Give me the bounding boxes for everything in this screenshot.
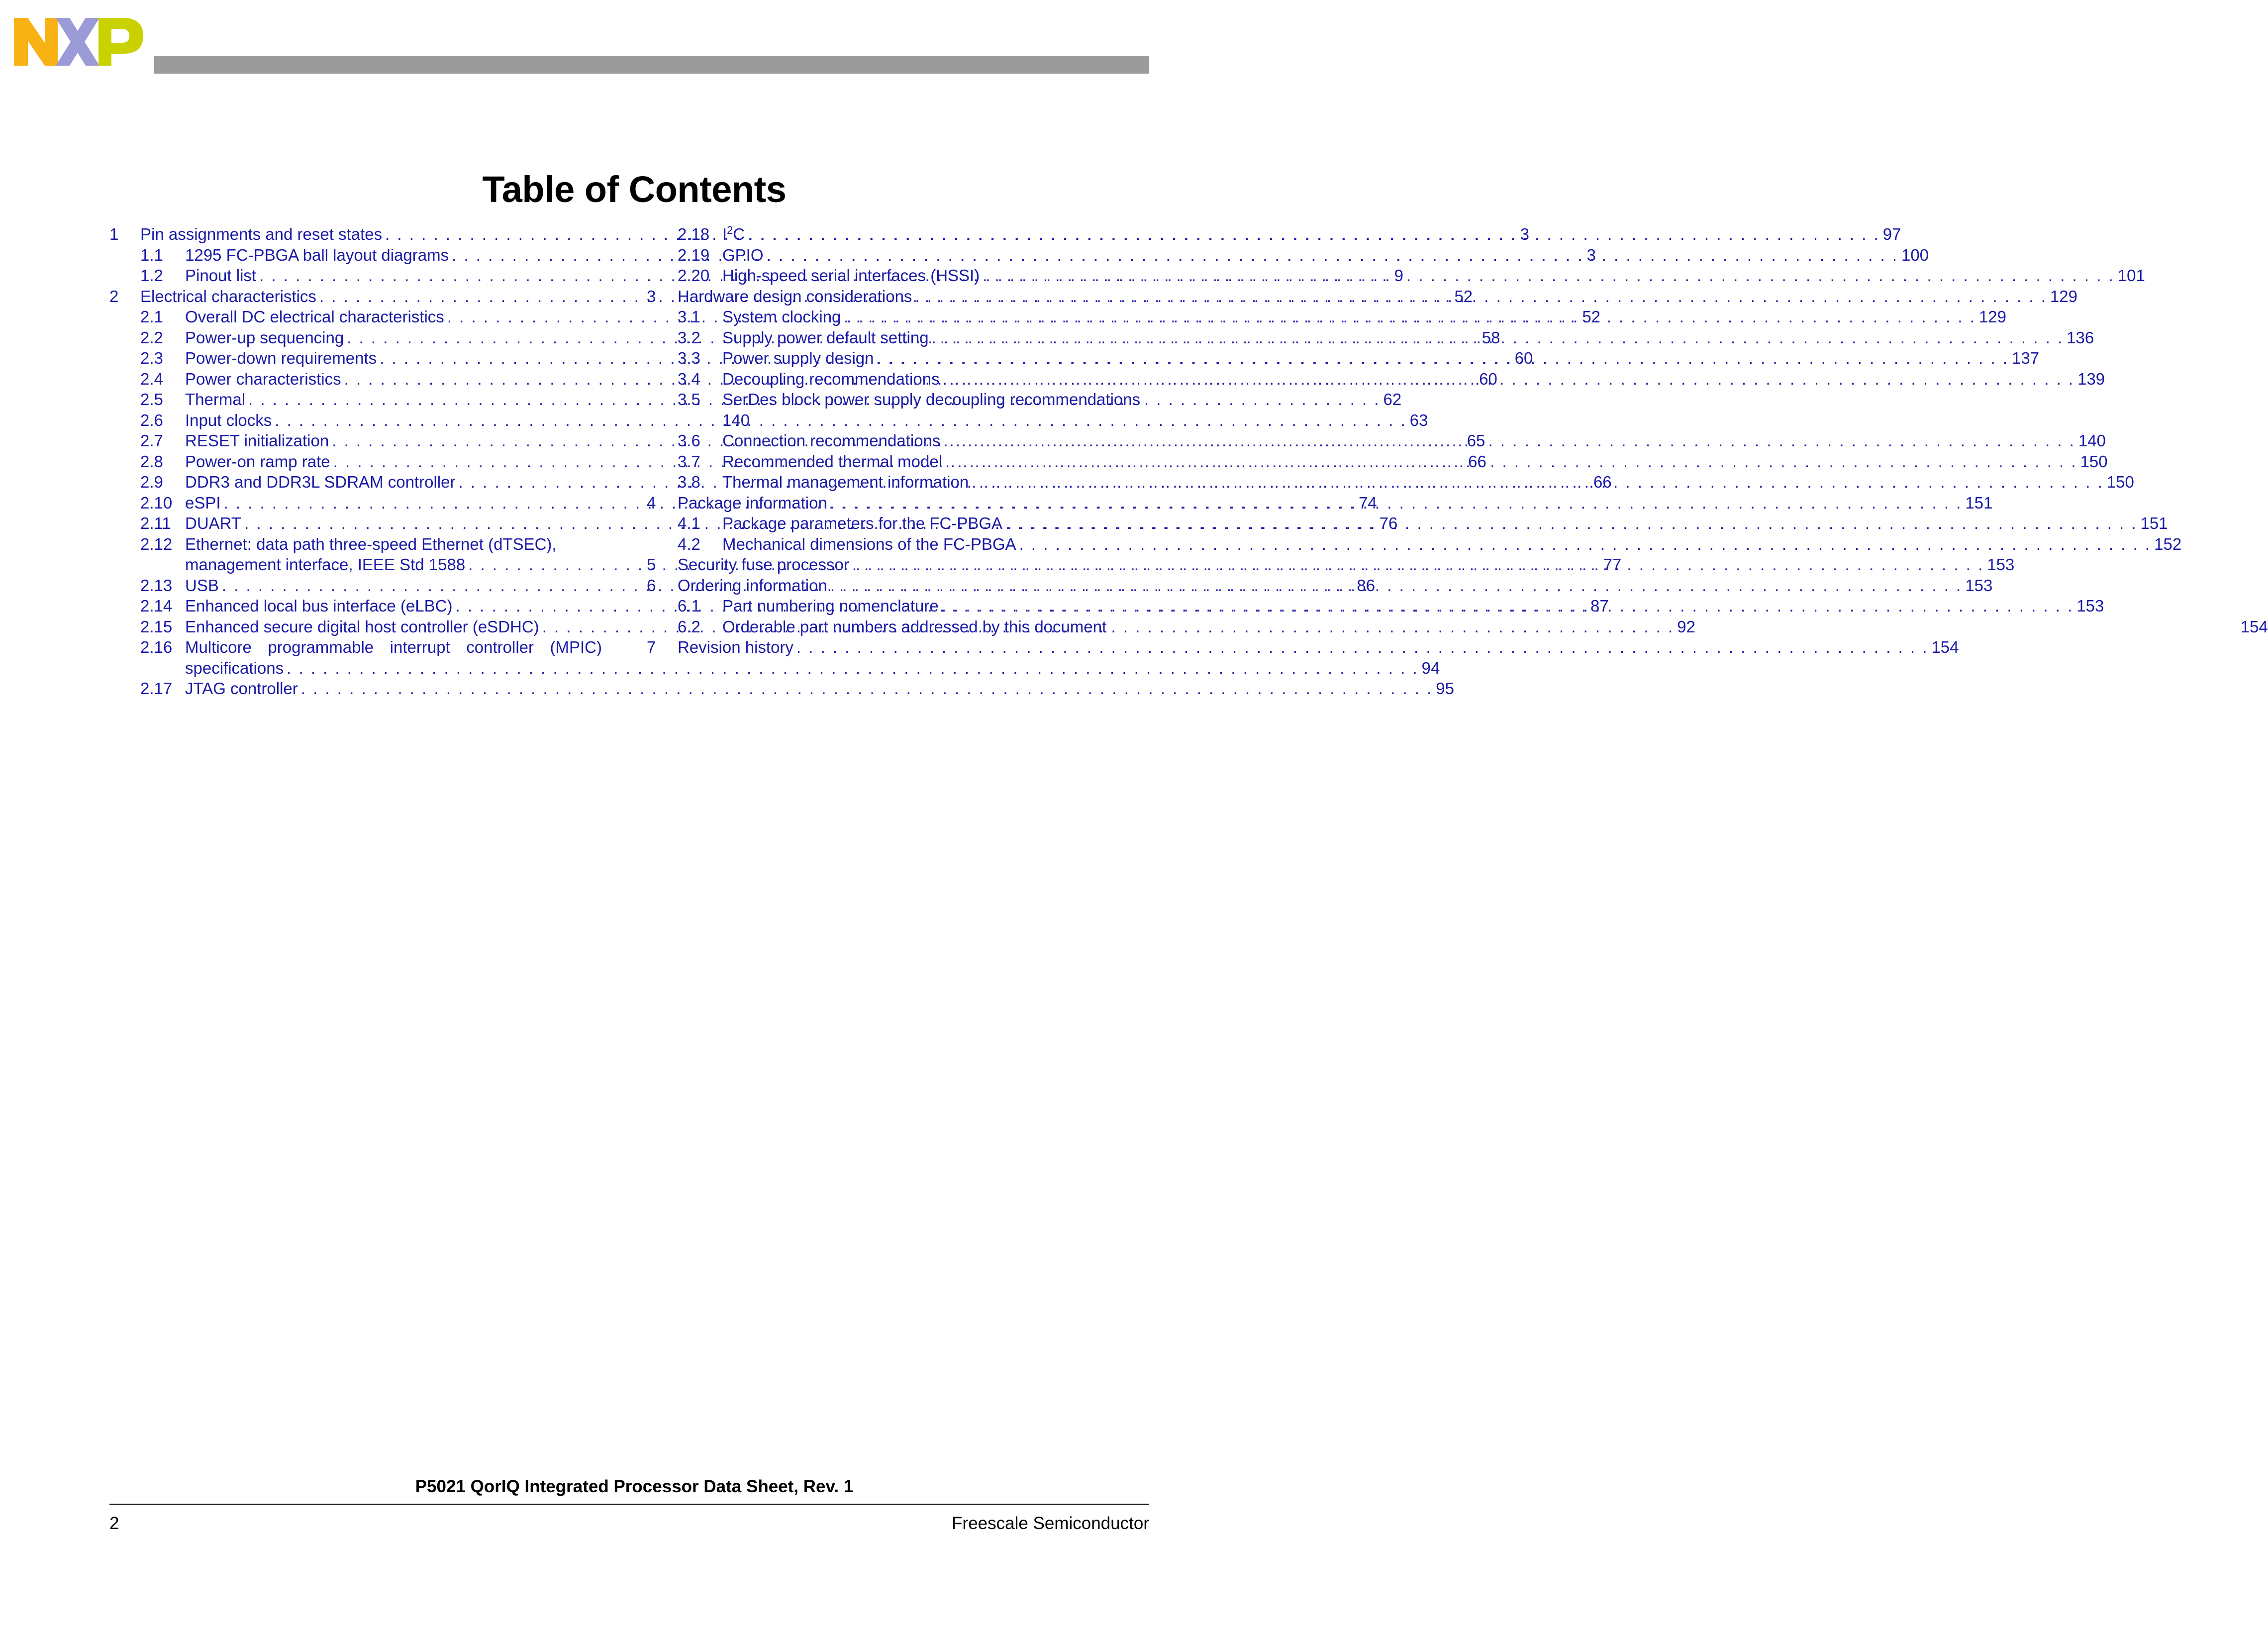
nxp-logo xyxy=(14,18,143,66)
toc-entry-title-continued[interactable]: specifications xyxy=(185,658,284,677)
toc-entry-page: 60 xyxy=(1514,349,1533,367)
toc-entry-number: 3.7 xyxy=(678,452,700,471)
toc-leader-dots xyxy=(287,658,1419,679)
toc-entry[interactable] xyxy=(647,389,1144,430)
toc-entry-page: 154 xyxy=(1931,638,1959,656)
toc-entry-number: 1.1 xyxy=(140,245,163,264)
toc-entry-number: 1 xyxy=(109,225,119,243)
toc-entry-title[interactable]: Decoupling recommendations xyxy=(722,369,940,388)
toc-entry[interactable] xyxy=(647,265,2145,286)
toc-entry-title[interactable]: Package parameters for the FC-PBGA xyxy=(722,514,1003,532)
toc-entry-title[interactable]: Part numbering nomenclature xyxy=(722,597,939,615)
toc-entry[interactable] xyxy=(647,534,2182,555)
toc-entry-page: 97 xyxy=(1882,225,1901,243)
toc-entry-title[interactable]: Revision history xyxy=(678,638,793,656)
toc-entry-page: 60 xyxy=(1479,369,1497,388)
toc-leader-dots xyxy=(852,554,1984,575)
toc-entry-number: 6.2 xyxy=(678,617,700,636)
toc-entry-title[interactable]: RESET initialization xyxy=(185,431,329,450)
toc-entry-title[interactable]: Package information xyxy=(678,493,827,512)
toc-leader-dots xyxy=(830,575,1963,596)
toc-entry-number: 2.19 xyxy=(678,245,710,264)
toc-entry-number: 2 xyxy=(109,287,119,306)
toc-entry-number: 7 xyxy=(647,638,656,656)
toc-entry-page: 94 xyxy=(1421,658,1440,677)
toc-entry-page: 153 xyxy=(2076,597,2104,615)
toc-entry-page: 153 xyxy=(1965,576,1993,595)
toc-entry-page: 66 xyxy=(1593,473,1612,491)
toc-entry-number: 2.17 xyxy=(140,679,173,698)
toc-entry-page: 139 xyxy=(2077,369,2105,388)
footer-page-number: 2 xyxy=(109,1514,119,1533)
toc-entry-title[interactable]: Pinout list xyxy=(185,266,257,285)
toc-entry-page: 9 xyxy=(1394,266,1403,285)
toc-entry-title[interactable] xyxy=(722,224,745,245)
toc-entry-page: 58 xyxy=(1481,328,1500,347)
toc-title-superscript: 2 xyxy=(727,224,733,236)
toc-entry-page: 95 xyxy=(1436,679,1455,698)
toc-entry-title[interactable]: USB xyxy=(185,576,219,595)
toc-entry-title[interactable]: Enhanced local bus interface (eLBC) xyxy=(185,597,453,615)
toc-title-part: C xyxy=(733,225,745,243)
toc-entry-title[interactable]: Enhanced secure digital host controller (eSDHC) xyxy=(185,617,539,636)
toc-entry-page: 66 xyxy=(1468,452,1486,471)
toc-entry-title[interactable]: System clocking xyxy=(722,308,841,326)
toc-title-part: I xyxy=(722,225,727,243)
toc-entry-number: 2.7 xyxy=(140,431,163,450)
toc-entry-number: 2.13 xyxy=(140,576,173,595)
toc-entry-number: 2.9 xyxy=(140,473,163,491)
toc-entry-page: 62 xyxy=(1383,390,1402,409)
toc-leader-dots xyxy=(983,265,2115,286)
toc-entry-title[interactable]: Hardware design considerations xyxy=(678,287,912,306)
header-bar xyxy=(154,56,1149,74)
toc-entry-number: 3.4 xyxy=(678,369,700,388)
toc-entry-title[interactable]: Orderable part numbers addressed by this document xyxy=(722,617,1107,636)
toc-entry-number: 3.3 xyxy=(678,349,700,367)
toc-leader-dots xyxy=(844,307,1976,327)
toc-entry-page: 92 xyxy=(1677,617,1695,636)
toc-entry-page: 150 xyxy=(2080,452,2108,471)
toc-entry-title[interactable]: GPIO xyxy=(722,245,764,264)
toc-entry-number: 2.10 xyxy=(140,493,173,512)
toc-leader-dots xyxy=(932,327,2064,348)
toc-leader-dots xyxy=(915,286,2047,307)
toc-entry-page: 52 xyxy=(1582,308,1601,326)
toc-entry-page: 52 xyxy=(1454,287,1473,306)
toc-entry-title[interactable]: Thermal xyxy=(185,390,246,409)
toc-entry-page: 140 xyxy=(2078,431,2106,450)
toc-entry-page: 76 xyxy=(1379,514,1398,532)
toc-entry-number: 2.20 xyxy=(678,266,710,285)
toc-entry-page: 3 xyxy=(1586,245,1596,264)
toc-leader-dots xyxy=(945,451,2077,472)
toc-entry-number: 2.14 xyxy=(140,597,173,615)
toc-entry-title[interactable]: Thermal management information xyxy=(722,473,969,491)
toc-entry-number: 6.1 xyxy=(678,597,700,615)
toc-entry-page: 65 xyxy=(1467,431,1485,450)
toc-entry-page: 101 xyxy=(2117,266,2145,285)
toc-entry-page: 154 xyxy=(2240,617,2268,636)
toc-entry-title[interactable]: Multicore programmable interrupt controller (MPIC) xyxy=(185,638,602,656)
toc-entry-page: 86 xyxy=(1357,576,1376,595)
toc-entry[interactable] xyxy=(647,245,1929,266)
toc-entry-page: 100 xyxy=(1901,245,1929,264)
toc-entry-title[interactable]: Recommended thermal model xyxy=(722,452,943,471)
toc-entry-page: 87 xyxy=(1590,597,1609,615)
toc-entry-number: 4 xyxy=(647,493,656,512)
toc-entry-page: 151 xyxy=(1965,493,1993,512)
toc-entry-title[interactable]: 1295 FC-PBGA ball layout diagrams xyxy=(185,245,449,264)
toc-entry[interactable] xyxy=(109,678,1455,699)
toc-entry-title[interactable]: Ethernet: data path three-speed Ethernet (dTSEC), xyxy=(185,534,557,553)
toc-leader-dots xyxy=(301,678,1433,699)
toc-leader-dots xyxy=(972,472,2104,493)
toc-entry-page: 129 xyxy=(2050,287,2078,306)
toc-entry-title[interactable]: Power-on ramp rate xyxy=(185,452,330,471)
toc-entry-page: 77 xyxy=(1603,555,1622,574)
toc-entry-page: 136 xyxy=(2067,328,2094,347)
toc-entry-title[interactable]: JTAG controller xyxy=(185,679,298,698)
toc-entry-number: 4.2 xyxy=(678,534,700,553)
toc-leader-dots xyxy=(1019,534,2152,555)
toc-leader-dots xyxy=(943,430,2075,451)
toc-entry-page: 152 xyxy=(2154,534,2182,553)
toc-entry-number: 2.2 xyxy=(140,328,163,347)
toc-entry-number: 5 xyxy=(647,555,656,574)
toc-entry-title-continued[interactable]: management interface, IEEE Std 1588 xyxy=(185,555,466,574)
toc-entry-number: 3.2 xyxy=(678,328,700,347)
toc-entry-number: 2.18 xyxy=(678,225,710,243)
toc-entry-number: 3 xyxy=(647,287,656,306)
toc-entry-number: 4.1 xyxy=(678,514,700,532)
toc-entry-number: 2.8 xyxy=(140,452,163,471)
page-title: Table of Contents xyxy=(482,169,787,210)
toc-entry-title[interactable]: DDR3 and DDR3L SDRAM controller xyxy=(185,473,456,491)
toc-entry-title[interactable]: Overall DC electrical characteristics xyxy=(185,308,444,326)
toc-leader-dots xyxy=(942,596,2074,616)
toc-entry-number: 2.11 xyxy=(140,514,171,532)
toc-entry-number: 1.2 xyxy=(140,266,163,285)
toc-entry-title[interactable]: Ordering information xyxy=(678,576,827,595)
toc-entry-number: 3.8 xyxy=(678,473,700,491)
toc-entry-title[interactable]: SerDes block power supply decoupling recommendations xyxy=(722,390,1141,409)
toc-entry-title[interactable]: High-speed serial interfaces (HSSI) xyxy=(722,266,980,285)
toc-entry-page: 3 xyxy=(1520,225,1529,243)
toc-entry-number: 3.5 xyxy=(678,390,700,409)
toc-entry-page: 137 xyxy=(2012,349,2040,367)
toc-entry-number: 2.6 xyxy=(140,410,163,429)
toc-entry-number: 3.1 xyxy=(678,308,700,326)
toc-entry-number: 2.4 xyxy=(140,369,163,388)
toc-entry-title[interactable]: Input clocks xyxy=(185,410,272,429)
toc-leader-dots xyxy=(943,369,2075,390)
toc-entry[interactable] xyxy=(647,637,1959,658)
toc-entry-title[interactable]: Power characteristics xyxy=(185,369,341,388)
toc-entry-title[interactable]: Connection recommendations xyxy=(722,431,941,450)
footer-company: Freescale Semiconductor xyxy=(952,1514,1149,1533)
toc-entry-title[interactable]: DUART xyxy=(185,514,242,532)
toc-entry-page: 63 xyxy=(1409,410,1428,429)
toc-entry-title[interactable]: Electrical characteristics xyxy=(140,287,316,306)
toc-entry-number: 2.1 xyxy=(140,308,163,326)
toc-entry-number: 2.15 xyxy=(140,617,173,636)
footer-doc-title: P5021 QorIQ Integrated Processor Data Sheet, Rev. 1 xyxy=(415,1477,854,1496)
toc-entry-title[interactable]: Security fuse processor xyxy=(678,555,849,574)
toc-entry-title[interactable]: Power supply design xyxy=(722,349,874,367)
toc-leader-dots xyxy=(1005,513,2138,534)
toc-entry-number: 2.16 xyxy=(140,638,173,656)
toc-leader-dots xyxy=(877,348,2009,369)
toc-entry-title[interactable]: eSPI xyxy=(185,493,221,512)
toc-leader-dots xyxy=(830,493,1963,513)
toc-entry-number: 6 xyxy=(647,576,656,595)
toc-entry-title[interactable]: Power-up sequencing xyxy=(185,328,344,347)
toc-entry-number: 3.6 xyxy=(678,431,700,450)
toc-entry-number: 2.3 xyxy=(140,349,163,367)
footer-divider xyxy=(109,1504,1149,1505)
toc-entry-page: 153 xyxy=(1987,555,2015,574)
toc-entry-page: 140 xyxy=(722,410,750,429)
toc-leader-dots xyxy=(767,245,1899,266)
toc-entry-title[interactable]: Power-down requirements xyxy=(185,349,377,367)
toc-entry-page: 129 xyxy=(1978,308,2006,326)
toc-entry-title[interactable]: Pin assignments and reset states xyxy=(140,225,383,243)
toc-leader-dots xyxy=(748,224,1880,245)
toc-leader-dots xyxy=(796,637,1929,658)
toc-entry-page: 151 xyxy=(2140,514,2168,532)
toc-entry-title[interactable]: Mechanical dimensions of the FC-PBGA xyxy=(722,534,1016,553)
toc-entry-page: 74 xyxy=(1359,493,1377,512)
toc-entry[interactable] xyxy=(647,224,1901,245)
toc-entry-number: 2.5 xyxy=(140,390,163,409)
toc-entry-page: 150 xyxy=(2106,473,2134,491)
toc-entry-title[interactable]: Supply power default setting xyxy=(722,328,929,347)
toc-entry-number: 2.12 xyxy=(140,534,173,553)
